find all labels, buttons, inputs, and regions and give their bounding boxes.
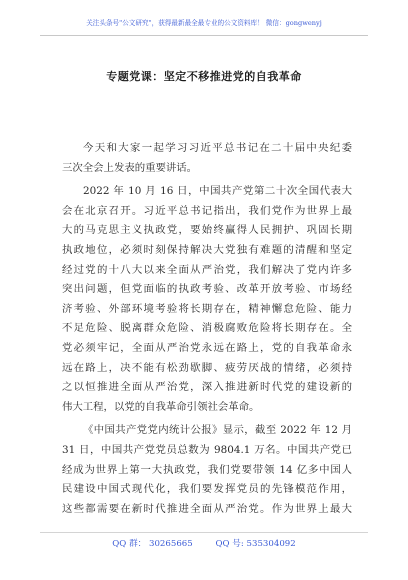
paragraph-line: 伟大工程，以党的自我革命引领社会革命。 (62, 400, 260, 413)
paragraph-line: 执政地位，必须时刻保持解决大党独有难题的清醒和坚定 (62, 243, 352, 256)
qq-number-text: QQ 号: 535304092 (215, 539, 296, 549)
paragraph-line: 远在路上，决不能有松劲歇脚、疲劳厌战的情绪，必须持 (62, 361, 352, 374)
paragraph-line: 三次全会上发表的重要讲话。 (62, 161, 198, 174)
paragraph-line: 大的马克思主义执政党，要始终赢得人民拥护、巩固长期 (62, 224, 352, 237)
paragraph (62, 182, 352, 417)
paragraph (62, 139, 352, 178)
paragraph-line: 党必须牢记，全面从严治党永远在路上，党的自我革命永 (62, 341, 352, 354)
paragraph-line: 突出问题，但党面临的执政考验、改革开放考验、市场经 (62, 283, 352, 296)
paragraph-line: 《中国共产党党内统计公报》显示，截至 2022 年 12 月 (83, 424, 352, 437)
footer-divider (40, 532, 368, 533)
header-divider (40, 35, 368, 36)
paragraph-line: 不足危险、脱离群众危险、消极腐败危险将长期存在。全 (62, 322, 352, 335)
document-title: 专题党课：坚定不移推进党的自我革命 (106, 70, 302, 83)
paragraph-line: 经成为世界上第一大执政党，我们党要带领 14 亿多中国人 (62, 463, 352, 476)
paragraph-line: 经过党的十八大以来全面从严治党，我们解决了党内许多 (62, 263, 352, 276)
paragraph-line: 济考验、外部环境考验将长期存在，精神懈怠危险、能力 (62, 302, 352, 315)
paragraph (62, 421, 352, 519)
paragraph-line: 这些都需要在新时代推进全面从严治党。作为世界上最大 (62, 502, 352, 515)
header-banner: 关注头条号"公文研究"，获得最新最全最专业的公文资料库！ 微信：gongwenyj (86, 19, 322, 27)
document-body (62, 139, 352, 519)
paragraph-line: 2022 年 10 月 16 日，中国共产党第二十次全国代表大 (83, 185, 352, 198)
paragraph-line: 今天和大家一起学习习近平总书记在二十届中央纪委 (83, 142, 352, 154)
paragraph-line: 之以恒推进全面从严治党，深入推进新时代党的建设新的 (62, 381, 352, 394)
qq-group-text: QQ 群： 30265665 (112, 539, 193, 549)
paragraph-line: 31 日，中国共产党党员总数为 9804.1 万名。中国共产党已 (62, 443, 352, 456)
paragraph-line: 会在北京召开。习近平总书记指出，我们党作为世界上最 (62, 204, 352, 217)
paragraph-line: 民建设中国式现代化，我们要发挥党员的先锋模范作用， (62, 483, 352, 496)
footer-contact (0, 537, 408, 549)
